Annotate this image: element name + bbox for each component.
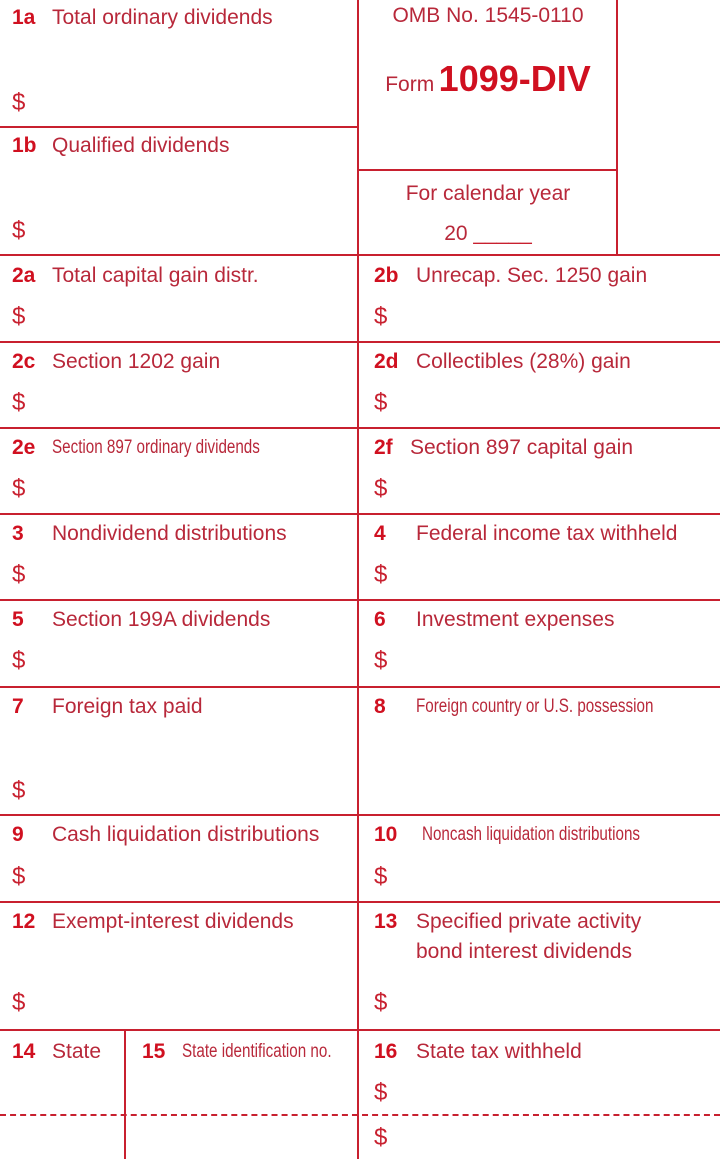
box-number-1b: 1b xyxy=(12,134,37,157)
dollar-sign-2f: $ xyxy=(374,475,388,502)
box-2a-field[interactable] xyxy=(0,255,357,341)
box-4-field[interactable] xyxy=(359,514,720,599)
box-5-field[interactable] xyxy=(0,600,357,686)
label-text: Section 1202 gain xyxy=(52,350,221,373)
label-text: Cash liquidation distributions xyxy=(52,823,320,846)
box-number-7: 7 xyxy=(12,695,24,718)
box-number-2b: 2b xyxy=(374,264,399,287)
box-number-8: 8 xyxy=(374,695,386,718)
box-14-field[interactable] xyxy=(0,1030,124,1159)
box-13-field[interactable] xyxy=(359,902,720,1029)
divider-line xyxy=(358,169,617,171)
box-number-12: 12 xyxy=(12,910,36,933)
box-12-field[interactable] xyxy=(0,902,357,1029)
label-text: State tax withheld xyxy=(416,1040,582,1063)
label-text: Foreign country or U.S. possession xyxy=(416,696,654,717)
calendar-year xyxy=(360,222,616,246)
label-text: Specified private activity xyxy=(416,910,642,933)
label-text: State identification no. xyxy=(182,1041,332,1062)
box-6-field[interactable] xyxy=(359,600,720,686)
box-10-field[interactable] xyxy=(359,815,720,901)
box-label-13-line2: bond interest dividends xyxy=(416,940,632,963)
box-8-field[interactable] xyxy=(359,687,720,814)
label-text: Collectibles (28%) gain xyxy=(416,350,631,373)
label-text: Noncash liquidation distributions xyxy=(422,824,640,845)
box-number-6: 6 xyxy=(374,608,386,631)
box-3-field[interactable] xyxy=(0,514,357,599)
year-prefix: 20 xyxy=(444,222,468,245)
dollar-sign-1b: $ xyxy=(12,217,26,244)
dollar-sign-13: $ xyxy=(374,989,388,1016)
dollar-sign-2d: $ xyxy=(374,389,388,416)
box-number-3: 3 xyxy=(12,522,24,545)
box-15-field[interactable] xyxy=(126,1030,357,1159)
label-text: Federal income tax withheld xyxy=(416,522,678,545)
form-word: Form xyxy=(385,73,435,96)
box-number-2e: 2e xyxy=(12,436,36,459)
box-number-2c: 2c xyxy=(12,350,36,373)
box-2b-field[interactable] xyxy=(359,255,720,341)
year-blank-field[interactable]: _____ xyxy=(473,222,532,245)
dollar-sign-6: $ xyxy=(374,647,388,674)
dollar-sign-3: $ xyxy=(12,561,26,588)
box-number-13: 13 xyxy=(374,910,398,933)
box-2d-field[interactable] xyxy=(359,342,720,427)
box-number-1a: 1a xyxy=(12,6,36,29)
omb-number: OMB No. 1545-0110 xyxy=(392,4,584,27)
dollar-sign-2a: $ xyxy=(12,303,26,330)
box-1b-field[interactable] xyxy=(0,127,357,254)
label-text: Foreign tax paid xyxy=(52,695,203,718)
label-text: Qualified dividends xyxy=(52,134,230,157)
dollar-sign-16: $ xyxy=(374,1079,388,1106)
label-text: Investment expenses xyxy=(416,608,615,631)
box-number-10: 10 xyxy=(374,823,398,846)
dollar-sign-4: $ xyxy=(374,561,388,588)
label-text: Section 897 capital gain xyxy=(410,436,633,459)
dollar-sign-16: $ xyxy=(374,1124,388,1151)
box-7-field[interactable] xyxy=(0,687,357,814)
label-text: Section 199A dividends xyxy=(52,608,271,631)
dollar-sign-12: $ xyxy=(12,989,26,1016)
label-text: Total ordinary dividends xyxy=(52,6,273,29)
box-2f-field[interactable] xyxy=(359,428,720,513)
form-number: 1099-DIV xyxy=(438,58,591,99)
box-number-15: 15 xyxy=(142,1040,166,1063)
box-number-5: 5 xyxy=(12,608,24,631)
label-text: Exempt-interest dividends xyxy=(52,910,294,933)
box-number-14: 14 xyxy=(12,1040,36,1063)
box-number-16: 16 xyxy=(374,1040,398,1063)
label-text: State xyxy=(52,1040,102,1063)
label-text: Total capital gain distr. xyxy=(52,264,259,287)
dollar-sign-9: $ xyxy=(12,863,26,890)
label-text: Nondividend distributions xyxy=(52,522,287,545)
box-2c-field[interactable] xyxy=(0,342,357,427)
box-1a-field[interactable] xyxy=(0,0,357,126)
dollar-sign-10: $ xyxy=(374,863,388,890)
box-number-4: 4 xyxy=(374,522,386,545)
calendar-year-label: For calendar year xyxy=(405,182,571,205)
form-title xyxy=(360,58,616,100)
box-9-field[interactable] xyxy=(0,815,357,901)
dollar-sign-1a: $ xyxy=(12,89,26,116)
dollar-sign-2c: $ xyxy=(12,389,26,416)
dollar-sign-2b: $ xyxy=(374,303,388,330)
dollar-sign-2e: $ xyxy=(12,475,26,502)
label-text: Section 897 ordinary dividends xyxy=(52,437,260,458)
box-number-2f: 2f xyxy=(374,436,393,459)
box-number-9: 9 xyxy=(12,823,24,846)
box-number-2a: 2a xyxy=(12,264,36,287)
label-text: Unrecap. Sec. 1250 gain xyxy=(416,264,648,287)
header-divider xyxy=(616,0,618,255)
box-2e-field[interactable] xyxy=(0,428,357,513)
box-number-2d: 2d xyxy=(374,350,399,373)
dollar-sign-5: $ xyxy=(12,647,26,674)
box-16-field[interactable] xyxy=(359,1030,720,1159)
dollar-sign-7: $ xyxy=(12,777,26,804)
